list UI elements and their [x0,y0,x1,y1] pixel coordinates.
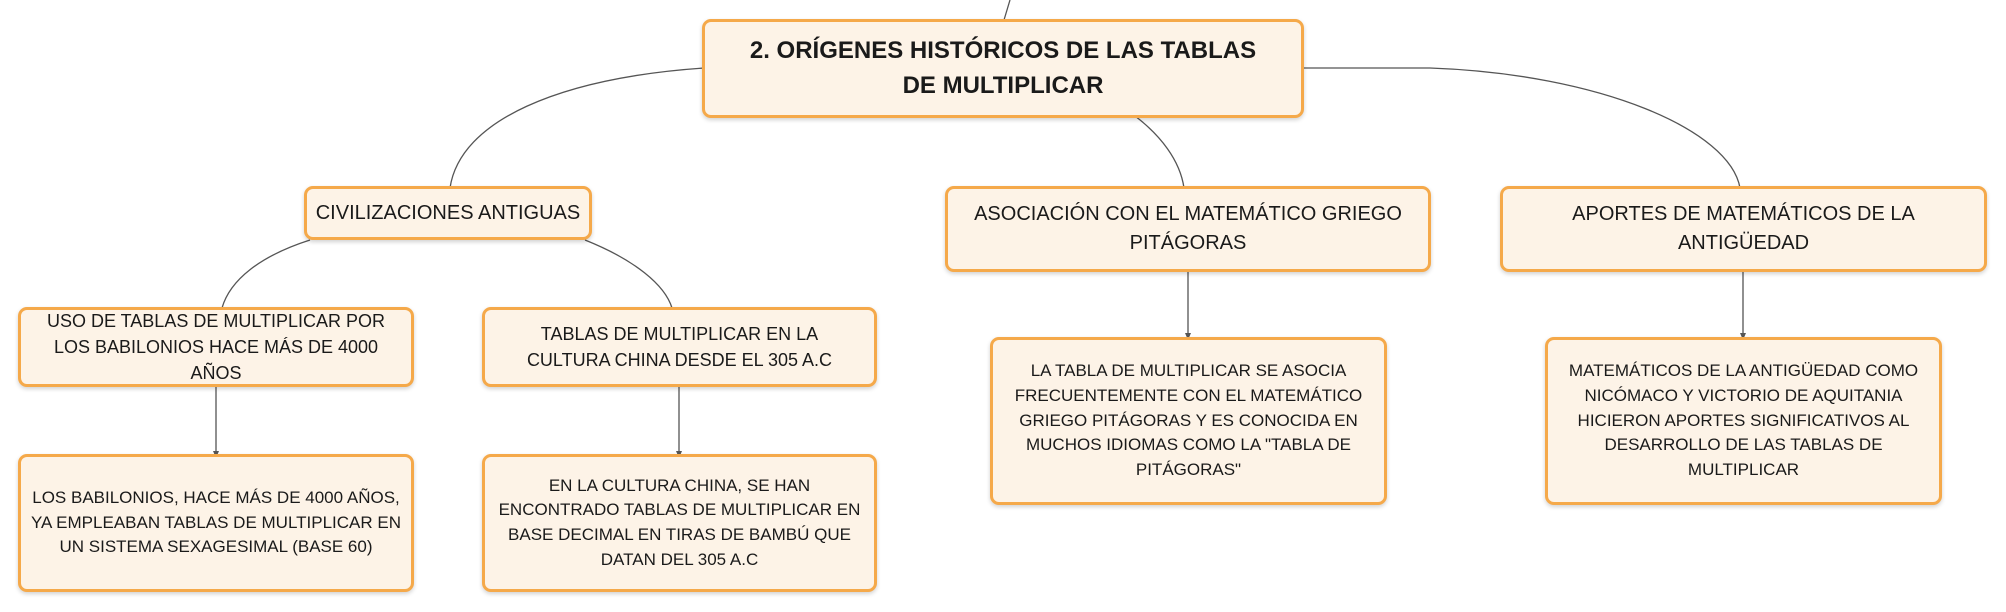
node-civilizaciones-antiguas-text: CIVILIZACIONES ANTIGUAS [315,201,581,224]
node-cultura-china-detail[interactable] [482,454,877,592]
root-node[interactable] [702,19,1304,118]
connector-root-to-aportes [1304,68,1740,188]
node-asociacion-pitagoras[interactable] [945,186,1431,272]
node-civilizaciones-antiguas[interactable] [304,186,592,240]
connector-root-to-civilizaciones [450,68,704,188]
node-babilonios-text: USO DE TABLAS DE MULTIPLICAR POR LOS BABILONIOS HACE MÁS DE 4000 AÑOS [46,310,386,384]
node-aportes-detail[interactable] [1545,337,1942,505]
connector-civilizaciones-to-babilonios [222,240,310,308]
connector-root-to-pitagoras [1135,116,1184,188]
node-cultura-china-text: TABLAS DE MULTIPLICAR EN LA CULTURA CHINA DESDE EL 305 A.C [526,323,833,370]
node-babilonios[interactable] [18,307,414,387]
connector-root-parent [1004,0,1010,20]
node-pitagoras-detail[interactable] [990,337,1387,505]
node-aportes-detail-text: MATEMÁTICOS DE LA ANTIGÜEDAD COMO NICÓMACO Y VICTORIO DE AQUITANIA HICIERON APORTES SIGNIFICATIVOS AL DESARROLLO DE LAS TABLAS DE MULTIPLICAR [1568,361,1919,479]
connector-civilizaciones-to-china [585,240,672,308]
node-pitagoras-detail-text: LA TABLA DE MULTIPLICAR SE ASOCIA FRECUENTEMENTE CON EL MATEMÁTICO GRIEGO PITÁGORAS Y ES CONOCIDA EN MUCHOS IDIOMAS COMO LA "TABLA DE PITÁGORAS" [1014,361,1363,479]
node-asociacion-pitagoras-text: ASOCIACIÓN CON EL MATEMÁTICO GRIEGO PITÁGORAS [974,203,1402,254]
node-aportes-matematicos[interactable] [1500,186,1987,272]
node-cultura-china[interactable] [482,307,877,387]
node-babilonios-detail[interactable] [18,454,414,592]
root-node-text: 2. ORÍGENES HISTÓRICOS DE LAS TABLAS DE MULTIPLICAR [749,36,1257,99]
node-cultura-china-detail-text: EN LA CULTURA CHINA, SE HAN ENCONTRADO TABLAS DE MULTIPLICAR EN BASE DECIMAL EN TIRAS DE BAMBÚ QUE DATAN DEL 305 A.C [498,475,861,569]
node-aportes-matematicos-text: APORTES DE MATEMÁTICOS DE LA ANTIGÜEDAD [1572,203,1915,254]
node-babilonios-detail-text: LOS BABILONIOS, HACE MÁS DE 4000 AÑOS, YA EMPLEABAN TABLAS DE MULTIPLICAR EN UN SISTEMA SEXAGESIMAL (BASE 60) [30,488,402,557]
